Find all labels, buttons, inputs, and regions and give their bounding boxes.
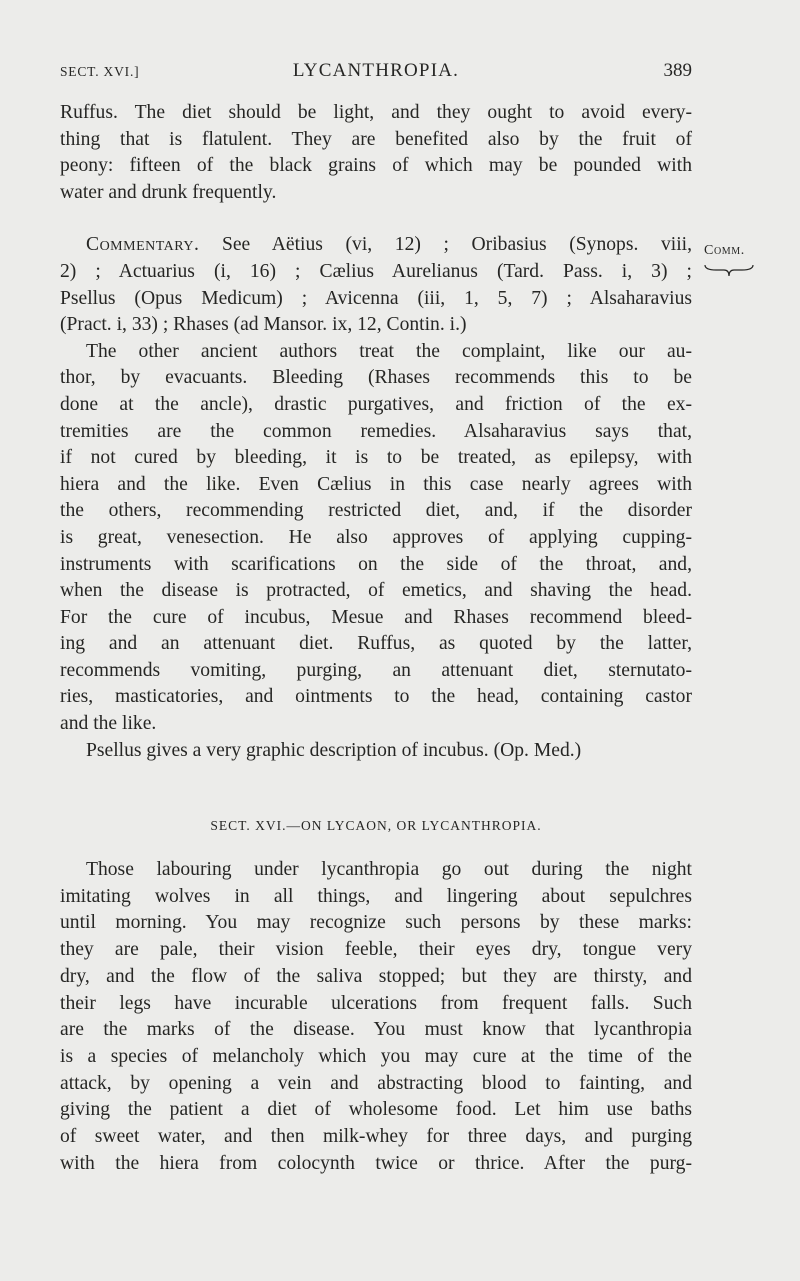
paragraph-commentary <box>60 232 692 338</box>
text-line: thor, by evacuants. Bleeding (Rhases recommends this to be <box>60 367 692 389</box>
text-line: done at the ancle), drastic purgatives, and friction of the ex- <box>60 393 692 415</box>
text-line: Commentary. See Aëtius (vi, 12) ; Oribasius (Synops. viii, <box>86 234 692 256</box>
running-head-section: SECT. XVI.] <box>60 64 140 79</box>
text-line: their legs have incurable ulcerations from frequent falls. Such <box>60 992 692 1014</box>
running-head-title: LYCANTHROPIA. <box>292 60 460 81</box>
page-number: 389 <box>663 60 692 81</box>
text-line: tremities are the common remedies. Alsaharavius says that, <box>60 420 692 442</box>
text-line: is a species of melancholy which you may cure at the time of the <box>60 1045 692 1067</box>
paragraph-diet <box>60 100 692 206</box>
text-line: 2) ; Actuarius (i, 16) ; Cælius Aurelianus (Tard. Pass. i, 3) ; <box>60 260 692 282</box>
text-line: Those labouring under lycanthropia go out during the night <box>86 859 692 880</box>
text-line: when the disease is protracted, of emetics, and shaving the head. <box>60 580 692 602</box>
text-line: (Pract. i, 33) ; Rhases (ad Mansor. ix, 12, Contin. i.) <box>60 314 467 336</box>
text-line: until morning. You may recognize such persons by these marks: <box>60 912 692 934</box>
text-line: if not cured by bleeding, it is to be treated, as epilepsy, with <box>60 447 692 469</box>
text-line: with the hiera from colocynth twice or thrice. After the purg- <box>60 1152 692 1174</box>
text-line: of sweet water, and then milk-whey for three days, and purging <box>60 1126 692 1148</box>
paragraph-lycanthropia <box>60 857 692 1177</box>
body-text-bottom <box>60 857 692 1177</box>
text-line: imitating wolves in all things, and lingering about sepulchres <box>60 885 692 907</box>
text-line: peony: fifteen of the black grains of which may be pounded with <box>60 155 692 177</box>
text-line: For the cure of incubus, Mesue and Rhases recommend bleed- <box>60 606 692 628</box>
text-line: giving the patient a diet of wholesome food. Let him use baths <box>60 1099 692 1121</box>
body-text-top <box>60 100 692 764</box>
paragraph-ancient-authors <box>60 339 692 738</box>
text-line: dry, and the flow of the saliva stopped; but they are thirsty, and <box>60 965 692 987</box>
text-line: Psellus gives a very graphic description of incubus. (Op. Med.) <box>86 739 582 761</box>
text-line: The other ancient authors treat the complaint, like our au- <box>86 340 692 362</box>
text-line: recommends vomiting, purging, an attenuant diet, sternutato- <box>60 659 692 681</box>
running-head <box>60 58 692 88</box>
text-line: Psellus (Opus Medicum) ; Avicenna (iii, 1, 5, 7) ; Alsaharavius <box>60 287 692 309</box>
text-line: and the like. <box>60 713 157 735</box>
section-heading: SECT. XVI.—ON LYCAON, OR LYCANTHROPIA. <box>210 818 542 833</box>
text-line: hiera and the like. Even Cælius in this case nearly agrees with <box>60 473 692 495</box>
text-line: thing that is flatulent. They are benefited also by the fruit of <box>60 128 692 150</box>
text-line: the others, recommending restricted diet, and, if the disorder <box>60 500 692 522</box>
text-line: attack, by opening a vein and abstracting blood to fainting, and <box>60 1072 692 1094</box>
text-line: they are pale, their vision feeble, their eyes dry, tongue very <box>60 939 692 961</box>
margin-note: Comm. <box>704 243 745 258</box>
text-line: water and drunk frequently. <box>60 181 277 203</box>
text-line: ing and an attenuant diet. Ruffus, as quoted by the latter, <box>60 633 692 655</box>
commentary-label: Commentary. <box>86 234 200 256</box>
text-line: ries, masticatories, and ointments to the head, containing castor <box>60 686 692 708</box>
text-line: are the marks of the disease. You must know that lycanthropia <box>60 1019 692 1041</box>
text-line: instruments with scarifications on the side of the throat, and, <box>60 553 692 575</box>
text-line: is great, venesection. He also approves of applying cupping- <box>60 526 692 548</box>
margin-brace-icon <box>704 264 754 278</box>
text-line: Ruffus. The diet should be light, and they ought to avoid every- <box>60 102 692 123</box>
paragraph-psellus <box>60 738 692 765</box>
